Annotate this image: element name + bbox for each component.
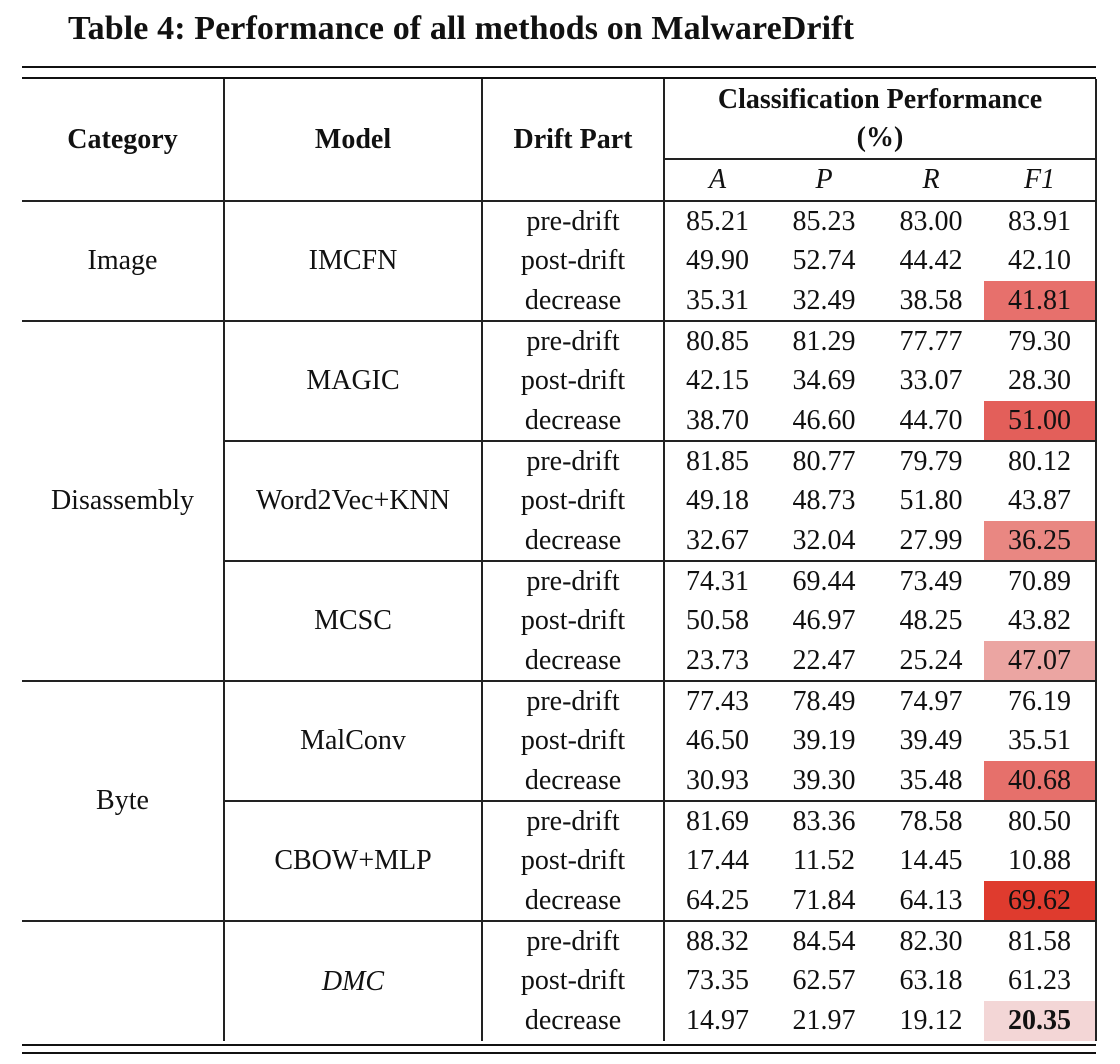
drift-part-cell: post-drift: [482, 601, 664, 641]
drift-part-cell: decrease: [482, 401, 664, 441]
model-cell: MalConv: [224, 681, 482, 801]
value-cell: 63.18: [899, 965, 963, 996]
value-cell: 19.12: [899, 1005, 963, 1036]
value-cell: 28.30: [984, 361, 1096, 401]
value-cell: 69.44: [792, 565, 856, 597]
value-cell: 33.07: [899, 365, 963, 396]
value-cell: 49.90: [686, 245, 749, 276]
value-cell: 83.00: [899, 205, 963, 237]
value-cell: 39.49: [899, 725, 963, 756]
value-cell: 14.45: [899, 845, 963, 876]
value-cell: 46.97: [792, 605, 856, 636]
value-cell: 71.84: [770, 881, 878, 921]
drift-part-cell: pre-drift: [482, 201, 664, 241]
highlighted-f1-decrease: 69.62: [984, 881, 1096, 921]
drift-part-cell: post-drift: [482, 241, 664, 281]
drift-part-cell: decrease: [482, 641, 664, 681]
header-metric-p: P: [770, 159, 878, 201]
value-cell: 21.97: [792, 1005, 856, 1036]
highlighted-f1-decrease: 36.25: [984, 521, 1096, 561]
drift-part-cell: pre-drift: [482, 441, 664, 481]
value-cell: 34.69: [792, 365, 856, 396]
model-cell: DMC: [224, 921, 482, 1041]
value-cell: 81.69: [686, 805, 749, 837]
value-cell: 51.80: [899, 485, 963, 516]
value-cell: 76.19: [984, 681, 1096, 721]
value-cell: 32.67: [664, 521, 770, 561]
value-cell: 44.42: [899, 245, 963, 276]
value-cell: 17.44: [686, 845, 749, 876]
value-cell: 30.93: [664, 761, 770, 801]
value-cell: 79.79: [899, 445, 963, 477]
model-cell: CBOW+MLP: [224, 801, 482, 921]
value-cell: 46.50: [686, 725, 749, 756]
value-cell: 78.58: [899, 805, 963, 837]
header-perf-line1: Classification Performance: [717, 83, 1043, 115]
value-cell: 81.58: [984, 921, 1096, 961]
drift-part-cell: pre-drift: [482, 561, 664, 601]
drift-part-cell: decrease: [482, 881, 664, 921]
value-cell: 35.31: [664, 281, 770, 321]
value-cell: 85.21: [686, 205, 749, 237]
header-drift-part: Drift Part: [482, 79, 664, 201]
value-cell: 78.49: [792, 685, 856, 717]
model-cell: Word2Vec+KNN: [224, 441, 482, 561]
bottom-rule: [22, 1044, 1096, 1046]
drift-part-cell: post-drift: [482, 481, 664, 521]
value-cell: 32.49: [770, 281, 878, 321]
value-cell: 35.48: [878, 761, 984, 801]
value-cell: 73.35: [686, 965, 749, 996]
category-cell: Byte: [22, 681, 224, 921]
drift-part-cell: post-drift: [482, 841, 664, 881]
value-cell: 73.49: [899, 565, 963, 597]
value-cell: 38.70: [664, 401, 770, 441]
value-cell: 11.52: [793, 845, 855, 876]
value-cell: 38.58: [878, 281, 984, 321]
value-cell: 27.99: [878, 521, 984, 561]
results-table: [22, 79, 1097, 1041]
value-cell: 61.23: [984, 961, 1096, 1001]
drift-part-cell: post-drift: [482, 961, 664, 1001]
drift-part-cell: decrease: [482, 761, 664, 801]
value-cell: 50.58: [686, 605, 749, 636]
value-cell: 80.50: [984, 801, 1096, 841]
drift-part-cell: pre-drift: [482, 681, 664, 721]
value-cell: 79.30: [984, 321, 1096, 361]
drift-part-cell: post-drift: [482, 361, 664, 401]
category-cell: Image: [22, 201, 224, 321]
drift-part-cell: pre-drift: [482, 321, 664, 361]
value-cell: 43.82: [984, 601, 1096, 641]
value-cell: 70.89: [984, 561, 1096, 601]
drift-part-cell: decrease: [482, 1001, 664, 1041]
value-cell: 22.47: [770, 641, 878, 681]
value-cell: 25.24: [878, 641, 984, 681]
value-cell: 14.97: [686, 1005, 749, 1036]
value-cell: 83.36: [792, 805, 856, 837]
value-cell: 84.54: [792, 925, 856, 957]
value-cell: 44.70: [878, 401, 984, 441]
top-rule: [22, 66, 1096, 68]
highlighted-f1-decrease: 51.00: [984, 401, 1096, 441]
highlighted-f1-decrease: 47.07: [984, 641, 1096, 681]
header-classification-performance: [664, 79, 1096, 159]
drift-part-cell: decrease: [482, 521, 664, 561]
highlighted-f1-decrease: 40.68: [984, 761, 1096, 801]
header-perf-line2: (%): [856, 121, 904, 153]
value-cell: 77.43: [686, 685, 749, 717]
value-cell: 62.57: [792, 965, 856, 996]
value-cell: 35.51: [984, 721, 1096, 761]
value-cell: 64.25: [664, 881, 770, 921]
drift-part-cell: decrease: [482, 281, 664, 321]
value-cell: 39.30: [770, 761, 878, 801]
model-cell: MAGIC: [224, 321, 482, 441]
highlighted-f1-decrease: 41.81: [984, 281, 1096, 321]
value-cell: 82.30: [899, 925, 963, 957]
table-caption: Table 4: Performance of all methods on MalwareDrift: [68, 10, 855, 47]
value-cell: 88.32: [686, 925, 749, 957]
value-cell: 83.91: [984, 201, 1096, 241]
value-cell: 80.77: [792, 445, 856, 477]
value-cell: 23.73: [664, 641, 770, 681]
category-cell: [22, 921, 224, 1041]
value-cell: 43.87: [984, 481, 1096, 521]
value-cell: 74.97: [899, 685, 963, 717]
value-cell: 48.25: [899, 605, 963, 636]
value-cell: 77.77: [899, 325, 963, 357]
value-cell: 10.88: [984, 841, 1096, 881]
value-cell: 80.12: [984, 441, 1096, 481]
model-cell: IMCFN: [224, 201, 482, 321]
header-model: Model: [224, 79, 482, 201]
drift-part-cell: pre-drift: [482, 921, 664, 961]
value-cell: 32.04: [770, 521, 878, 561]
value-cell: 80.85: [686, 325, 749, 357]
value-cell: 85.23: [792, 205, 856, 237]
header-category: Category: [22, 79, 224, 201]
value-cell: 64.13: [878, 881, 984, 921]
value-cell: 48.73: [792, 485, 856, 516]
value-cell: 42.10: [984, 241, 1096, 281]
value-cell: 52.74: [792, 245, 856, 276]
header-metric-f1: F1: [984, 159, 1096, 201]
value-cell: 74.31: [686, 565, 749, 597]
model-cell: MCSC: [224, 561, 482, 681]
drift-part-cell: post-drift: [482, 721, 664, 761]
value-cell: 49.18: [686, 485, 749, 516]
header-metric-r: R: [878, 159, 984, 201]
highlighted-f1-decrease: 20.35: [984, 1001, 1096, 1041]
value-cell: 42.15: [686, 365, 749, 396]
value-cell: 81.29: [792, 325, 856, 357]
bottom-rule-second: [22, 1052, 1096, 1054]
category-cell: Disassembly: [22, 321, 224, 681]
drift-part-cell: pre-drift: [482, 801, 664, 841]
value-cell: 81.85: [686, 445, 749, 477]
value-cell: 39.19: [792, 725, 856, 756]
value-cell: 46.60: [770, 401, 878, 441]
header-metric-a: A: [664, 159, 770, 201]
